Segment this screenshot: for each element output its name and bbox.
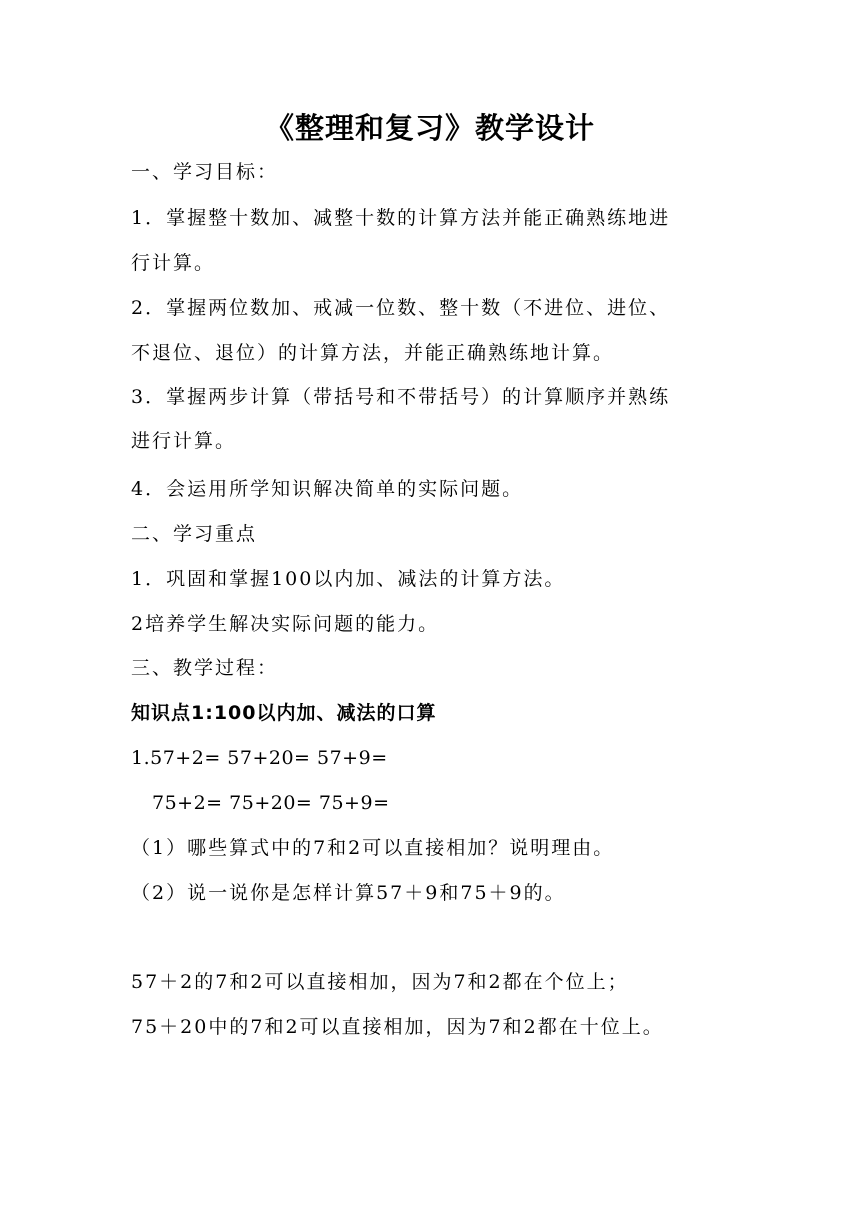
question-2: （2）说一说你是怎样计算57＋9和75＋9的。 xyxy=(131,882,566,904)
question-1: （1）哪些算式中的7和2可以直接相加？说明理由。 xyxy=(131,837,615,859)
answer-line-1: 57＋2的7和2可以直接相加，因为7和2都在个位上； xyxy=(131,971,629,993)
exercise-row-2: 75+2= 75+20= 75+9= xyxy=(152,792,390,814)
goal-1-line-1: 1．掌握整十数加、减整十数的计算方法并能正确熟练地进 xyxy=(131,207,671,229)
exercise-row-1: 1.57+2= 57+20= 57+9= xyxy=(131,747,388,769)
focus-2: 2培养学生解决实际问题的能力。 xyxy=(131,613,440,635)
section-heading-process: 三、教学过程： xyxy=(131,657,279,679)
section-heading-goals: 一、学习目标： xyxy=(131,161,279,183)
goal-1-line-2: 行计算。 xyxy=(131,252,216,274)
goal-4: 4．会运用所学知识解决简单的实际问题。 xyxy=(131,478,524,500)
document-title: 《整理和复习》教学设计 xyxy=(264,111,595,145)
goal-2-line-1: 2．掌握两位数加、戒减一位数、整十数（不进位、进位、 xyxy=(131,297,671,319)
knowledge-point-heading: 知识点1:100以内加、减法的口算 xyxy=(131,702,437,724)
section-heading-focus: 二、学习重点 xyxy=(131,523,258,545)
goal-2-line-2: 不退位、退位）的计算方法，并能正确熟练地计算。 xyxy=(131,342,615,364)
goal-3-line-2: 进行计算。 xyxy=(131,430,237,452)
answer-line-2: 75＋20中的7和2可以直接相加，因为7和2都在十位上。 xyxy=(131,1016,664,1038)
focus-1: 1．巩固和掌握100以内加、减法的计算方法。 xyxy=(131,568,566,590)
goal-3-line-1: 3．掌握两步计算（带括号和不带括号）的计算顺序并熟练 xyxy=(131,386,671,408)
